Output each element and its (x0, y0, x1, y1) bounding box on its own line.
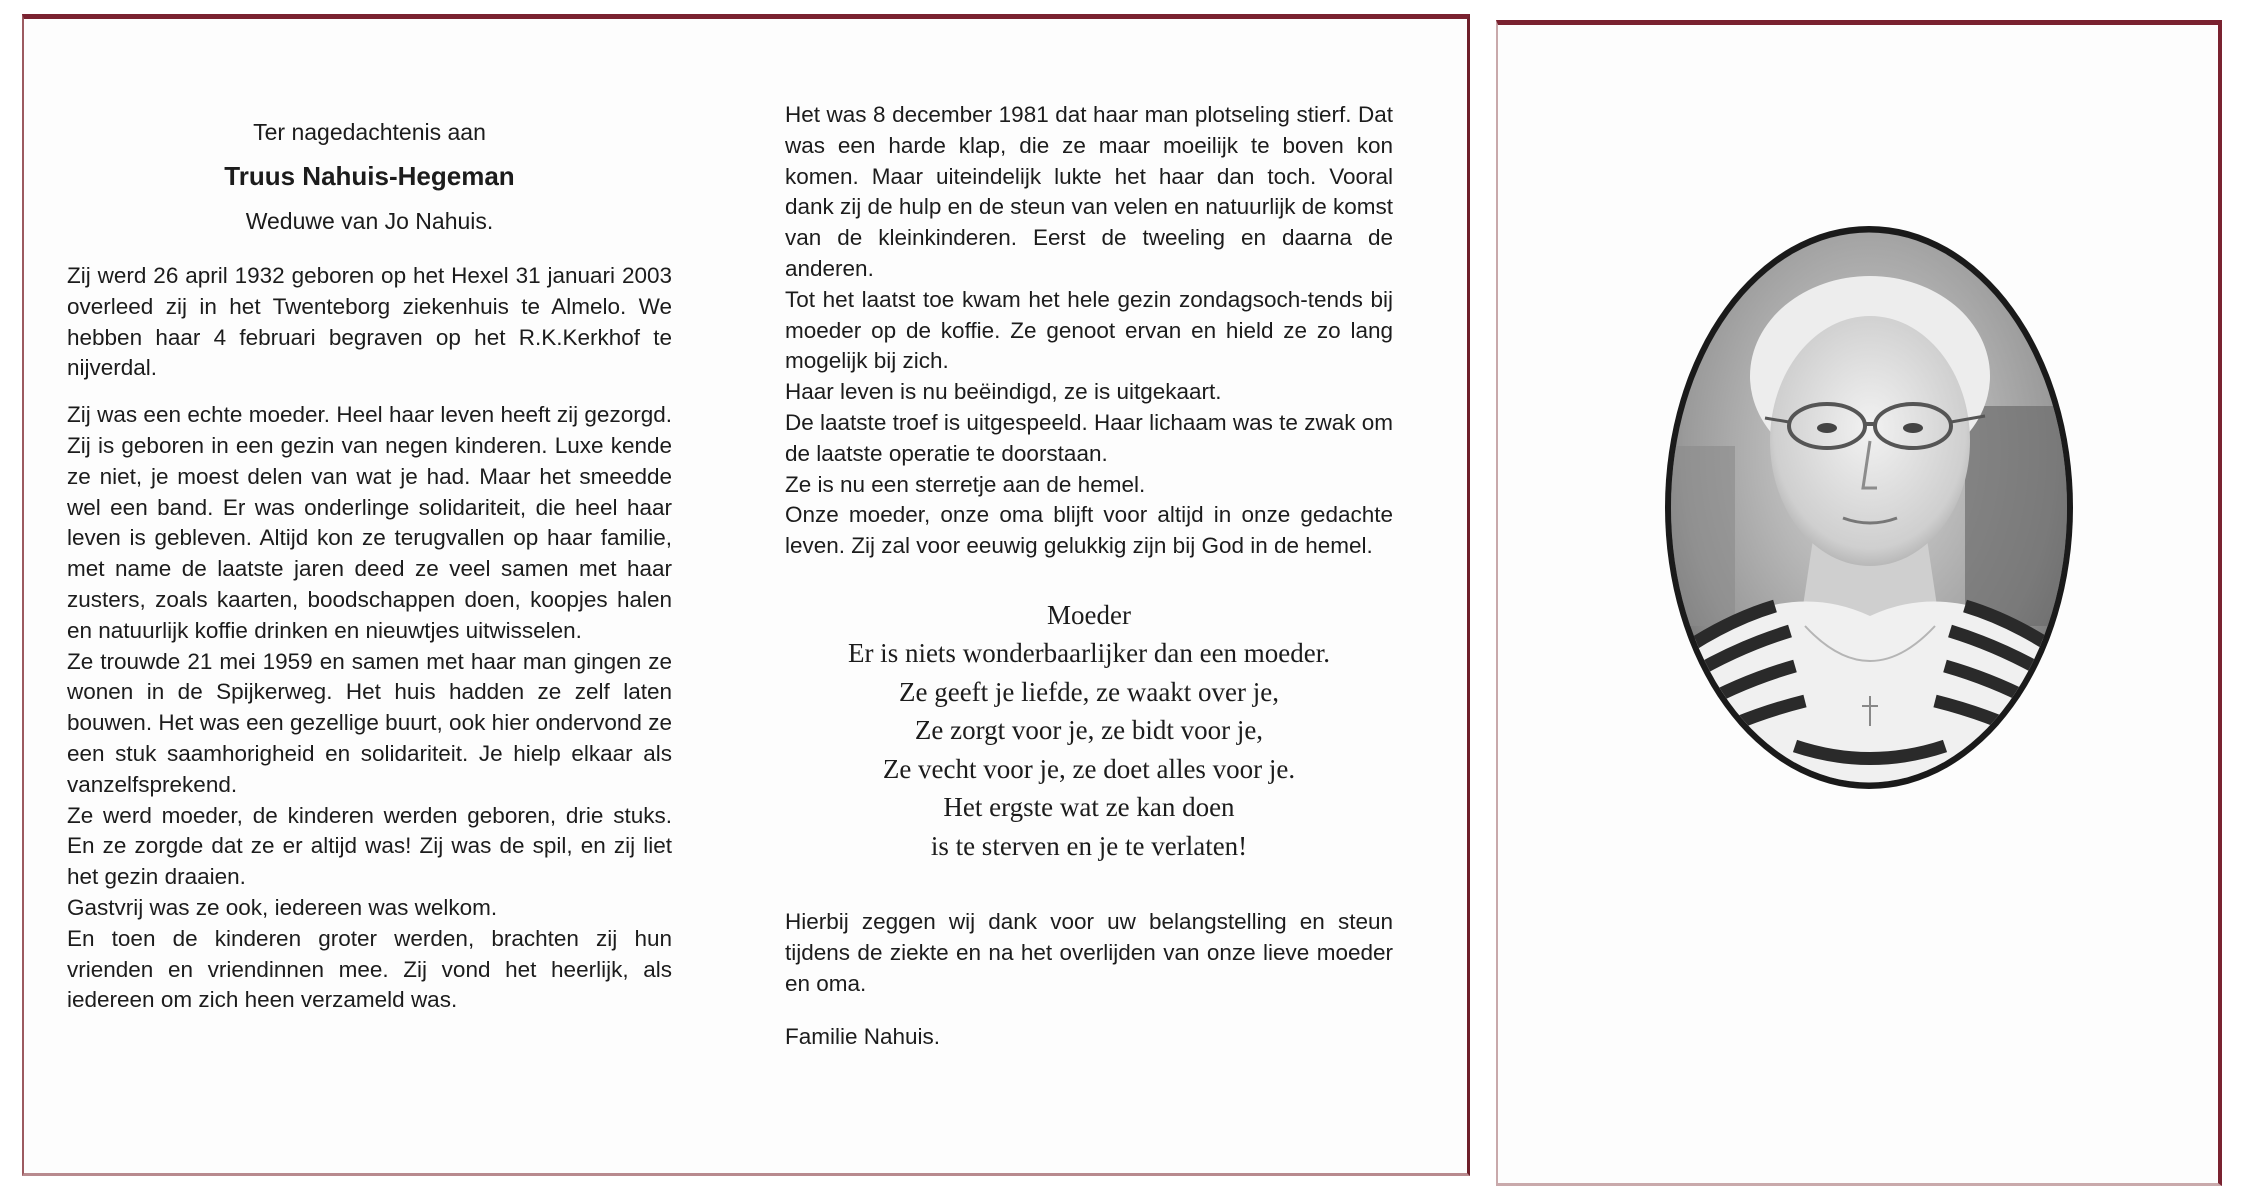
left-text-column (67, 107, 672, 1016)
poem-line: Ze geeft je liefde, ze waakt over je, (898, 676, 1280, 707)
poem-line: Het ergste wat ze kan doen (943, 792, 1235, 823)
remembrance-paragraph: Onze moeder, onze oma blijft voor altijd in onze gedachte leven. Zij zal voor eeuwig gelukkig zijn bij God in de hemel. (785, 502, 1393, 559)
deceased-name: Truus Nahuis-Hegeman (224, 161, 515, 191)
widow-of-line: Weduwe van Jo Nahuis. (245, 208, 494, 234)
last-trump-paragraph: De laatste troef is uitgespeeld. Haar lichaam was te zwak om de laatste operatie te doorstaan. (785, 409, 1393, 466)
right-text-column (785, 100, 1393, 1053)
marriage-paragraph: Ze trouwde 21 mei 1959 en samen met haar man gingen ze wonen in de Spijkerweg. Het huis hadden ze zelf laten bouwen. Het was een gezellige buurt, ook hier ondervond ze een stuk saamhorigheid en solidariteit. Je hielp elkaar als vanzelfsprekend. (67, 648, 672, 797)
poem-line: Er is niets wonderbaarlijker dan een moeder. (847, 638, 1331, 669)
star-line: Ze is nu een sterretje aan de hemel. (785, 471, 1146, 497)
poem-title: Moeder (1047, 599, 1131, 630)
thanks-paragraph: Hierbij zeggen wij dank voor uw belangstelling en steun tijdens de ziekte en na het overlijden van onze lieve moeder en oma. (785, 909, 1393, 997)
husband-death-paragraph: Het was 8 december 1981 dat haar man plotseling stierf. Dat was een harde klap, die ze maar moeilijk te boven kon komen. Maar uiteindelijk lukte het haar dan toch. Vooral dank zij de hulp en de steun van velen en natuurlijk de komst van de kleinkinderen. Eerst de tweeling en daarna de anderen. (785, 102, 1393, 281)
children-paragraph: Ze werd moeder, de kinderen werden geboren, drie stuks. En ze zorgde dat ze er altijd was! Zij was de spil, en zij liet het gezin draaien. (67, 802, 672, 890)
portrait-photo (1665, 226, 2073, 789)
memorial-intro: Ter nagedachtenis aan (253, 119, 486, 145)
poem (785, 596, 1393, 866)
poem-line: Ze vecht voor je, ze doet alles voor je. (882, 753, 1296, 784)
sunday-coffee-paragraph: Tot het laatst toe kwam het hele gezin zondagsoch-tends bij moeder op de koffie. Ze genoot ervan en hield ze zo lang mogelijk bij zich. (785, 286, 1393, 374)
family-signature: Familie Nahuis. (785, 1023, 941, 1049)
portrait-illustration (1665, 226, 2073, 789)
birth-death-paragraph: Zij werd 26 april 1932 geboren op het Hexel 31 januari 2003 overleed zij in het Twenteborg ziekenhuis te Almelo. We hebben haar 4 februari begraven op het R.K.Kerkhof te nijverdal. (67, 263, 672, 381)
mother-paragraph: Zij was een echte moeder. Heel haar leven heeft zij gezorgd. Zij is geboren in een gezin van negen kinderen. Luxe kende ze niet, je moest delen van wat je had. Maar het smeedde wel een band. Er was onderlinge solidariteit, die heel haar leven is gebleven. Altijd kon ze terugvallen op haar familie, met name de laatste jaren deed ze veel samen met haar zusters, zoals kaarten, boodschappen doen, koopjes halen en natuurlijk koffie drinken en nieuwtjes uitwisselen. (67, 402, 672, 643)
poem-line: Ze zorgt voor je, ze bidt voor je, (914, 715, 1264, 746)
hospitality-paragraph: Gastvrij was ze ook, iedereen was welkom. (67, 894, 498, 920)
friends-paragraph: En toen de kinderen groter werden, brachten zij hun vrienden en vriendinnen mee. Zij vond het heerlijk, als iedereen om zich heen verzameld was. (67, 925, 672, 1013)
poem-line: is te sterven en je te verlaten! (930, 830, 1248, 861)
life-ended-line: Haar leven is nu beëindigd, ze is uitgekaart. (785, 379, 1222, 405)
